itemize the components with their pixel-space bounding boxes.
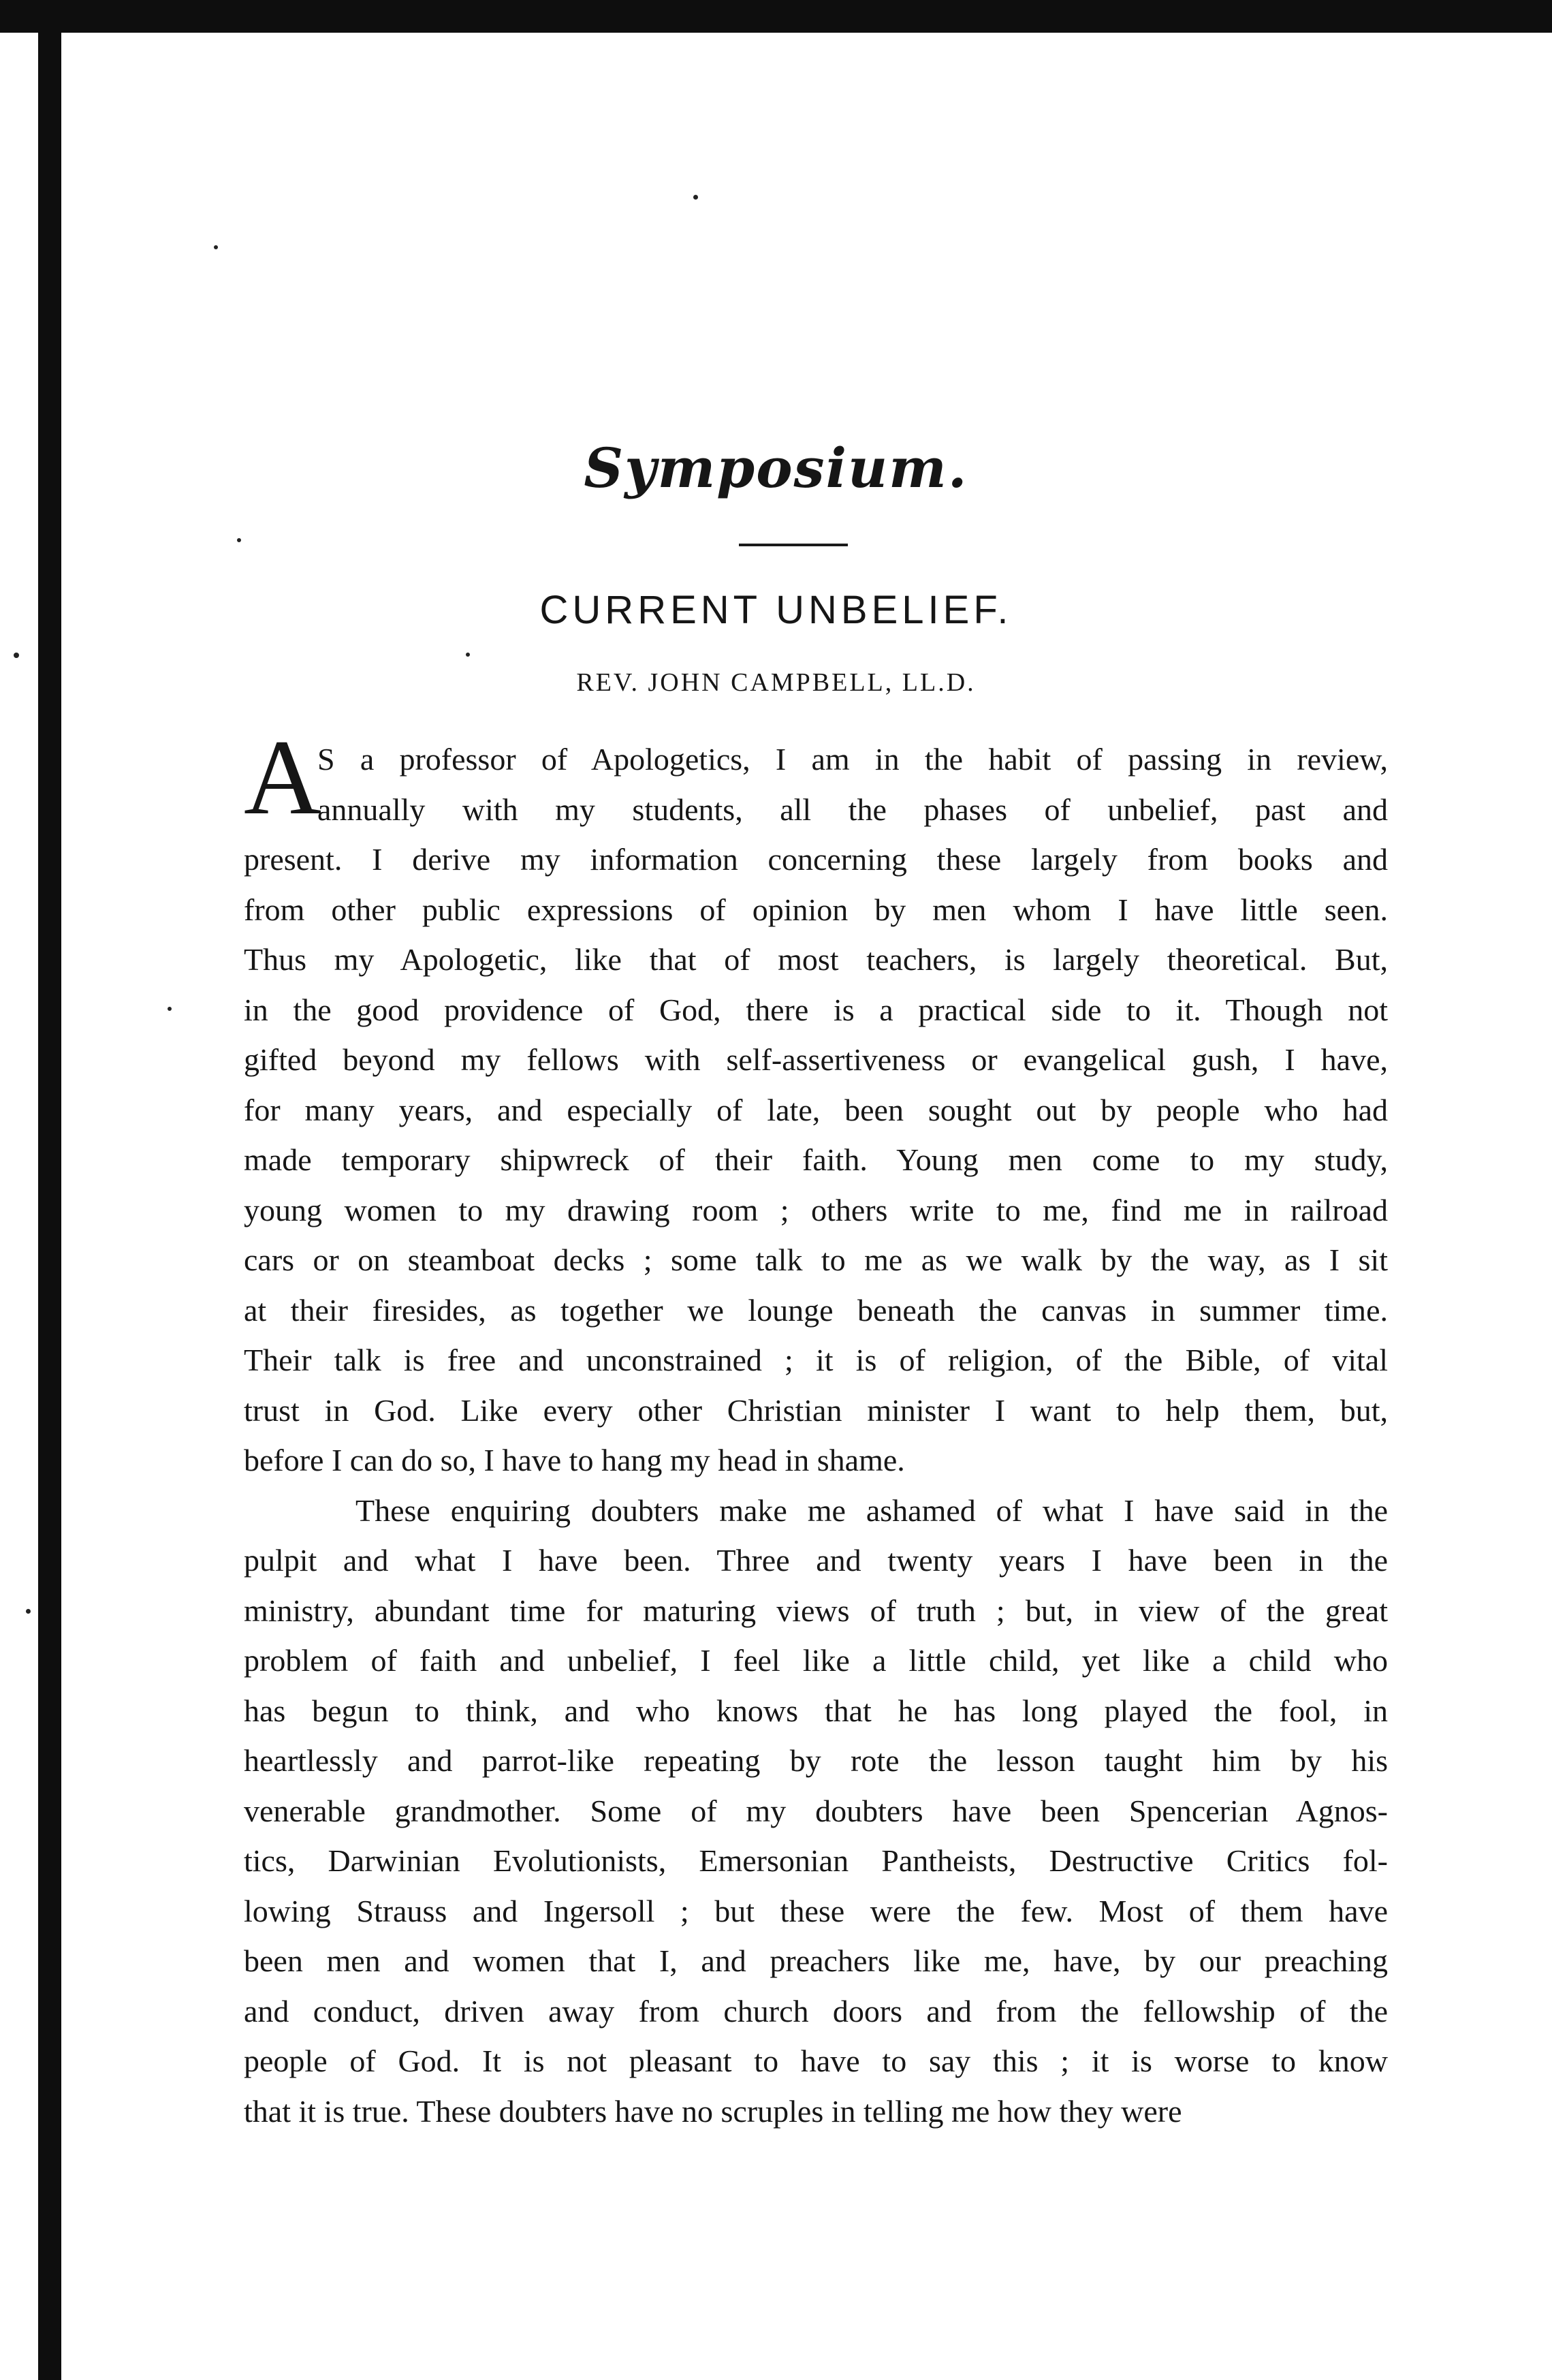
scan-left-border	[38, 0, 61, 2380]
text-line: from other public expressions of opinion by men whom I have little seen.	[244, 892, 1388, 927]
text-line: in the good providence of God, there is a practical side to it. Though not	[244, 992, 1388, 1027]
text-line: Thus my Apologetic, like that of most teachers, is largely theoretical. But,	[244, 942, 1388, 977]
text-line: trust in God. Like every other Christian minister I want to help them, but,	[244, 1392, 1388, 1428]
drop-cap: A	[244, 718, 322, 837]
text-line: has begun to think, and who knows that he has long played the fool, in	[244, 1693, 1388, 1728]
running-header: Symposium.	[584, 436, 968, 500]
text-line: lowing Strauss and Ingersoll ; but these were the few. Most of them have	[244, 1893, 1388, 1928]
text-line: people of God. It is not pleasant to have to say this ; it is worse to know	[244, 2044, 1388, 2078]
paragraph	[244, 834, 1388, 1486]
text-line: ministry, abundant time for maturing views of truth ; but, in view of the great	[244, 1593, 1388, 1628]
drop-cap-lines	[317, 734, 1388, 834]
scan-top-border	[0, 0, 1552, 33]
scan-speck	[214, 245, 218, 249]
text-line: cars or on steamboat decks ; some talk to me as we walk by the way, as I sit	[244, 1242, 1388, 1277]
paragraph	[244, 1486, 1388, 2137]
scan-speck	[26, 1609, 31, 1614]
text-line: annually with my students, all the phases of unbelief, past and	[317, 792, 1388, 827]
scan-speck	[466, 653, 470, 657]
text-line: pulpit and what I have been. Three and twenty years I have been in the	[244, 1543, 1388, 1578]
article-title: CURRENT UNBELIEF.	[539, 588, 1013, 632]
text-line: Their talk is free and unconstrained ; it is of religion, of the Bible, of vital	[244, 1343, 1388, 1377]
text-line: made temporary shipwreck of their faith. Young men come to my study,	[244, 1142, 1388, 1177]
article-body	[244, 718, 1388, 2136]
text-line: These enquiring doubters make me ashamed of what I have said in the	[355, 1492, 1388, 1528]
scan-speck	[693, 195, 698, 200]
text-line: at their firesides, as together we lounge beneath the canvas in summer time.	[244, 1292, 1388, 1328]
article-author: REV. JOHN CAMPBELL, LL.D.	[576, 668, 976, 697]
text-line: venerable grandmother. Some of my doubters have been Spencerian Agnos-	[244, 1793, 1388, 1828]
text-line: tics, Darwinian Evolutionists, Emersonian Pantheists, Destructive Critics fol-	[244, 1843, 1388, 1878]
scan-speck	[237, 538, 241, 542]
text-line: present. I derive my information concerning these largely from books and	[244, 842, 1388, 877]
text-line: problem of faith and unbelief, I feel like a little child, yet like a child who	[244, 1643, 1388, 1678]
text-line: for many years, and especially of late, been sought out by people who had	[244, 1092, 1388, 1127]
text-line: and conduct, driven away from church doors and from the fellowship of the	[244, 1993, 1388, 2029]
title-divider	[739, 544, 848, 546]
text-line: young women to my drawing room ; others write to me, find me in railroad	[244, 1192, 1388, 1227]
text-line: heartlessly and parrot-like repeating by rote the lesson taught him by his	[244, 1743, 1388, 1778]
scan-speck	[168, 1007, 172, 1011]
paragraph-opening	[244, 718, 1388, 837]
text-line: before I can do so, I have to hang my head in shame.	[244, 1443, 905, 1477]
text-line: gifted beyond my fellows with self-assertiveness or evangelical gush, I have,	[244, 1042, 1388, 1077]
scan-speck	[14, 653, 19, 658]
text-line: been men and women that I, and preachers like me, have, by our preaching	[244, 1943, 1388, 1978]
text-line: that it is true. These doubters have no scruples in telling me how they were	[244, 2093, 1182, 2129]
text-line: S a professor of Apologetics, I am in the habit of passing in review,	[317, 742, 1388, 777]
